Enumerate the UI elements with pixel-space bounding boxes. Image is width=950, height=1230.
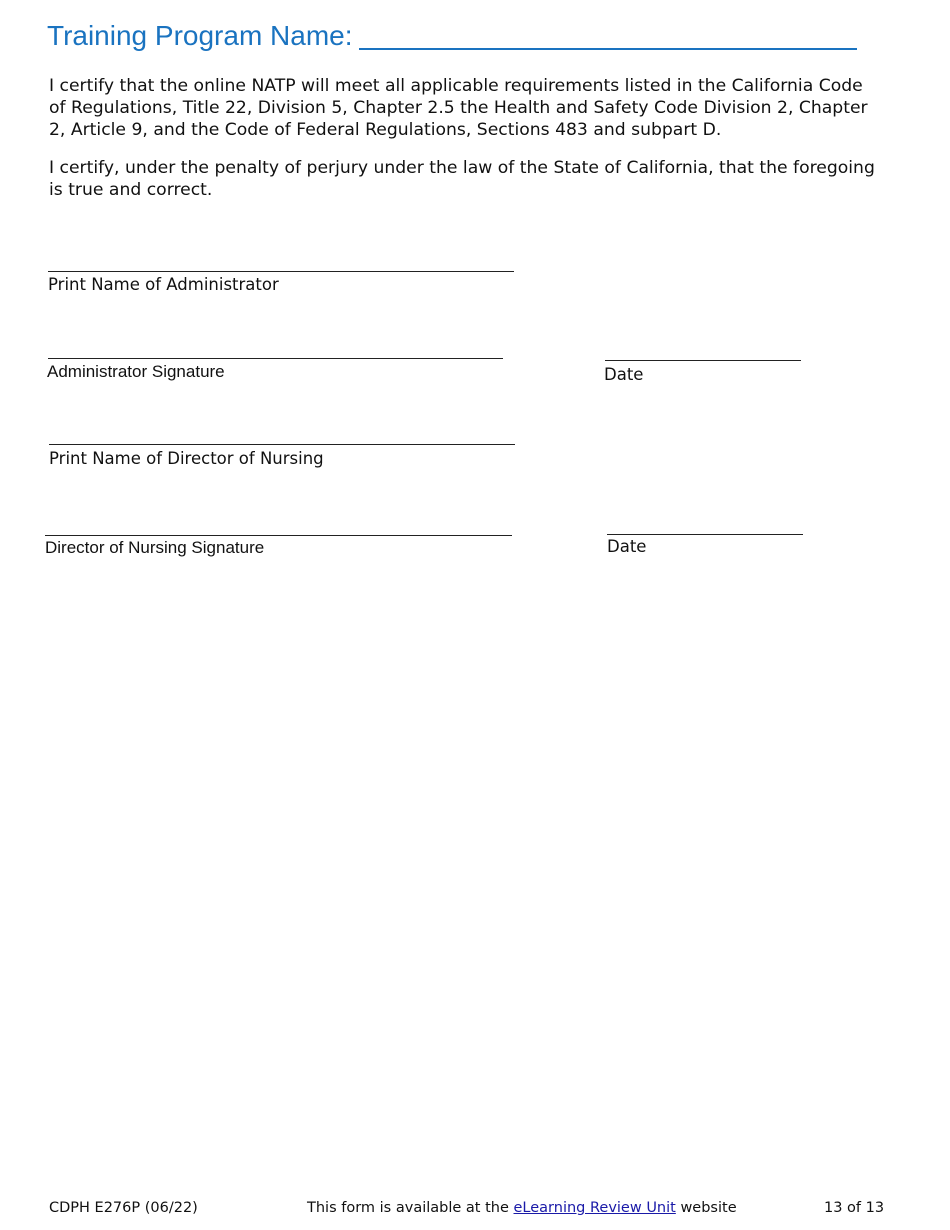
don-signature-label: Director of Nursing Signature: [45, 538, 265, 557]
elearning-review-unit-link[interactable]: eLearning Review Unit: [513, 1200, 676, 1216]
admin-print-name-label: Print Name of Administrator: [48, 275, 279, 294]
don-date-line[interactable]: [607, 534, 803, 535]
training-program-name-row: [47, 18, 862, 58]
certification-perjury-text: I certify, under the penalty of perjury under the law of the State of California, that the foregoing is true and correct.: [49, 158, 875, 200]
certification-requirements-text: I certify that the online NATP will meet all applicable requirements listed in the California Code of Regulations, Title 22, Division 5, Chapter 2.5 the Health and Safety Code Division 2, Chapter 2, Article 9, and the Code of Federal Regulations, Sections 483 and subpart D.: [49, 76, 868, 140]
admin-date-line[interactable]: [605, 360, 801, 361]
availability-prefix: This form is available at the: [307, 1200, 509, 1216]
availability-suffix: website: [680, 1200, 737, 1216]
page-number: 13 of 13: [824, 1200, 885, 1216]
admin-signature-line[interactable]: [48, 358, 503, 359]
don-date-label: Date: [607, 537, 647, 556]
training-program-name-label: Training Program Name:: [47, 20, 353, 51]
admin-date-label: Date: [604, 365, 644, 384]
training-program-name-field[interactable]: [359, 48, 857, 50]
don-print-name-label: Print Name of Director of Nursing: [49, 449, 324, 468]
form-id: CDPH E276P (06/22): [49, 1200, 198, 1216]
availability-note: [307, 1198, 737, 1218]
don-print-name-line[interactable]: [49, 444, 515, 445]
admin-print-name-line[interactable]: [48, 271, 514, 272]
don-signature-line[interactable]: [45, 535, 512, 536]
admin-signature-label: Administrator Signature: [47, 362, 225, 381]
